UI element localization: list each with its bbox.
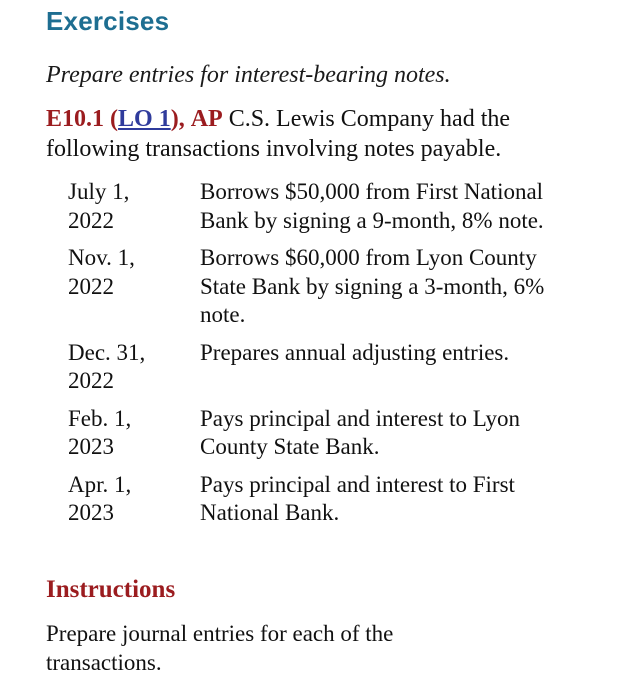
- exercise-id: E10.1: [46, 106, 105, 132]
- learning-objective-link[interactable]: LO 1: [118, 106, 171, 132]
- transaction-row: [68, 339, 588, 396]
- transaction-date: July 1, 2022: [68, 179, 130, 233]
- transactions-table: [68, 178, 588, 537]
- transaction-date: Feb. 1, 2023: [68, 405, 132, 459]
- instructions-text: Prepare journal entries for each of the transactions.: [46, 621, 394, 675]
- transaction-row: [68, 178, 588, 235]
- transaction-date: Dec. 31, 2022: [68, 339, 146, 393]
- transaction-date: Apr. 1, 2023: [68, 471, 132, 525]
- exercise-subtitle: Prepare entries for interest-bearing notes.: [46, 62, 451, 88]
- transaction-date: Nov. 1, 2022: [68, 245, 135, 299]
- transaction-description: Pays principal and interest to Lyon County State Bank.: [200, 405, 521, 459]
- learning-objective: [110, 106, 185, 132]
- transaction-row: [68, 405, 588, 462]
- section-title: Exercises: [46, 6, 170, 36]
- instructions-title: Instructions: [46, 576, 176, 603]
- transaction-description: Borrows $60,000 from Lyon County State Bank by signing a 3-month, 6% note.: [200, 245, 545, 327]
- lo-close-paren: ),: [170, 106, 185, 132]
- transaction-description: Prepares annual adjusting entries.: [200, 339, 510, 365]
- ap-label: AP: [190, 106, 223, 132]
- transaction-row: [68, 471, 588, 528]
- exercise-header: [46, 104, 586, 164]
- transaction-description: Pays principal and interest to First National Bank.: [200, 471, 515, 525]
- lo-open-paren: (: [110, 106, 119, 132]
- transaction-row: [68, 244, 588, 330]
- transaction-description: Borrows $50,000 from First National Bank by signing a 9-month, 8% note.: [200, 179, 544, 233]
- exercise-prompt: C.S. Lewis Company had the following transactions involving notes payable.: [46, 106, 511, 162]
